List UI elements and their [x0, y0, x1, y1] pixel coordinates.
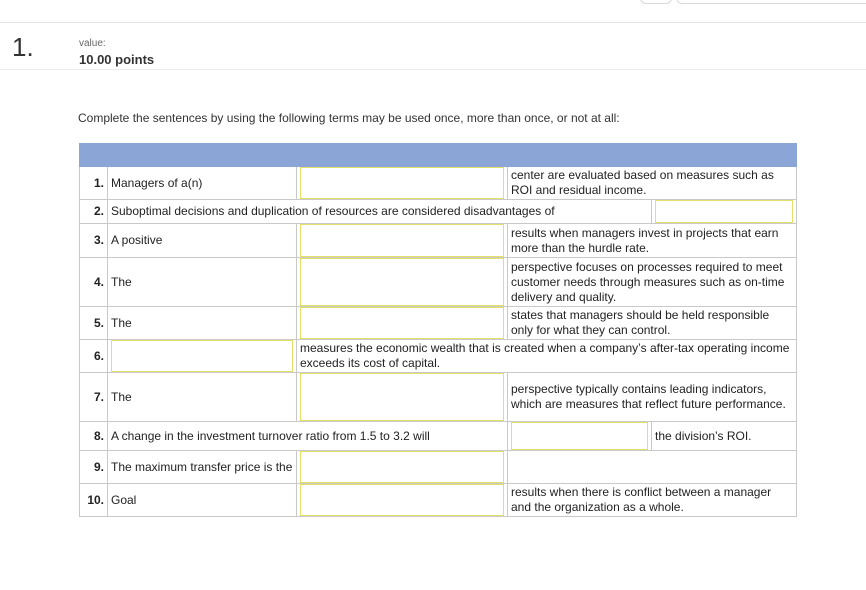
table-row — [80, 422, 797, 451]
top-tab-small[interactable] — [640, 0, 672, 4]
row-number: 1. — [80, 167, 108, 200]
answer-cell — [508, 422, 652, 451]
table-row — [80, 484, 797, 517]
answer-cell — [108, 340, 297, 373]
sentence-end: perspective typically contains leading indicators, which are measures that reflect future performance. — [508, 373, 797, 422]
points-value: 10.00 points — [79, 52, 155, 67]
answer-input-3[interactable] — [300, 224, 504, 257]
answer-cell — [297, 307, 508, 340]
answer-input-9[interactable] — [300, 451, 504, 483]
answer-cell — [297, 224, 508, 258]
sentence-start: Suboptimal decisions and duplication of resources are considered disadvantages of — [108, 200, 652, 224]
sentence-start: The — [108, 258, 297, 307]
answer-input-10[interactable] — [300, 484, 504, 516]
sentence-end: measures the economic wealth that is created when a company’s after-tax operating income exceeds its cost of capital. — [297, 340, 797, 373]
sentence-end: states that managers should be held responsible only for what they can control. — [508, 307, 797, 340]
row-number: 2. — [80, 200, 108, 224]
sentence-start: A positive — [108, 224, 297, 258]
table-header-cell — [80, 144, 797, 167]
answer-input-5[interactable] — [300, 307, 504, 339]
answer-cell — [297, 258, 508, 307]
sentence-start: The — [108, 307, 297, 340]
answer-input-4[interactable] — [300, 258, 504, 306]
sentence-end: results when there is conflict between a manager and the organization as a whole. — [508, 484, 797, 517]
sentence-end: the division’s ROI. — [652, 422, 797, 451]
sentence-end: results when managers invest in projects that earn more than the hurdle rate. — [508, 224, 797, 258]
value-label: value: — [79, 38, 106, 49]
row-number: 9. — [80, 451, 108, 484]
table-row — [80, 451, 797, 484]
row-number: 3. — [80, 224, 108, 258]
header-divider — [0, 69, 866, 70]
answer-cell — [297, 451, 508, 484]
table-row — [80, 373, 797, 422]
empty-cell — [508, 451, 797, 484]
row-number: 8. — [80, 422, 108, 451]
row-number: 7. — [80, 373, 108, 422]
table-row — [80, 307, 797, 340]
row-number: 10. — [80, 484, 108, 517]
sentence-start: The maximum transfer price is the — [108, 451, 297, 484]
table-row — [80, 224, 797, 258]
sentence-start: Managers of a(n) — [108, 167, 297, 200]
table-header-row — [80, 144, 797, 167]
row-number: 6. — [80, 340, 108, 373]
answer-cell — [297, 373, 508, 422]
answer-cell — [297, 484, 508, 517]
fill-in-table — [79, 143, 797, 517]
row-number: 4. — [80, 258, 108, 307]
answer-cell — [297, 167, 508, 200]
sentence-start: A change in the investment turnover ratio from 1.5 to 3.2 will — [108, 422, 508, 451]
sentence-start: The — [108, 373, 297, 422]
sentence-start: Goal — [108, 484, 297, 517]
answer-input-1[interactable] — [300, 167, 504, 199]
top-tab-wide[interactable] — [676, 0, 866, 4]
answer-input-7[interactable] — [300, 373, 504, 421]
instructions: Complete the sentences by using the following terms may be used once, more than once, or not at all: — [78, 111, 620, 125]
table-row — [80, 340, 797, 373]
answer-cell — [652, 200, 797, 224]
row-number: 5. — [80, 307, 108, 340]
top-bar — [0, 0, 866, 23]
answer-input-2[interactable] — [655, 200, 793, 223]
sentence-end: perspective focuses on processes required to meet customer needs through measures such as on-time delivery and quality. — [508, 258, 797, 307]
table-row — [80, 200, 797, 224]
sentence-end: center are evaluated based on measures such as ROI and residual income. — [508, 167, 797, 200]
answer-input-8[interactable] — [511, 422, 648, 450]
answer-input-6[interactable] — [111, 340, 293, 372]
question-number: 1. — [12, 32, 34, 62]
table-row — [80, 167, 797, 200]
table-row — [80, 258, 797, 307]
